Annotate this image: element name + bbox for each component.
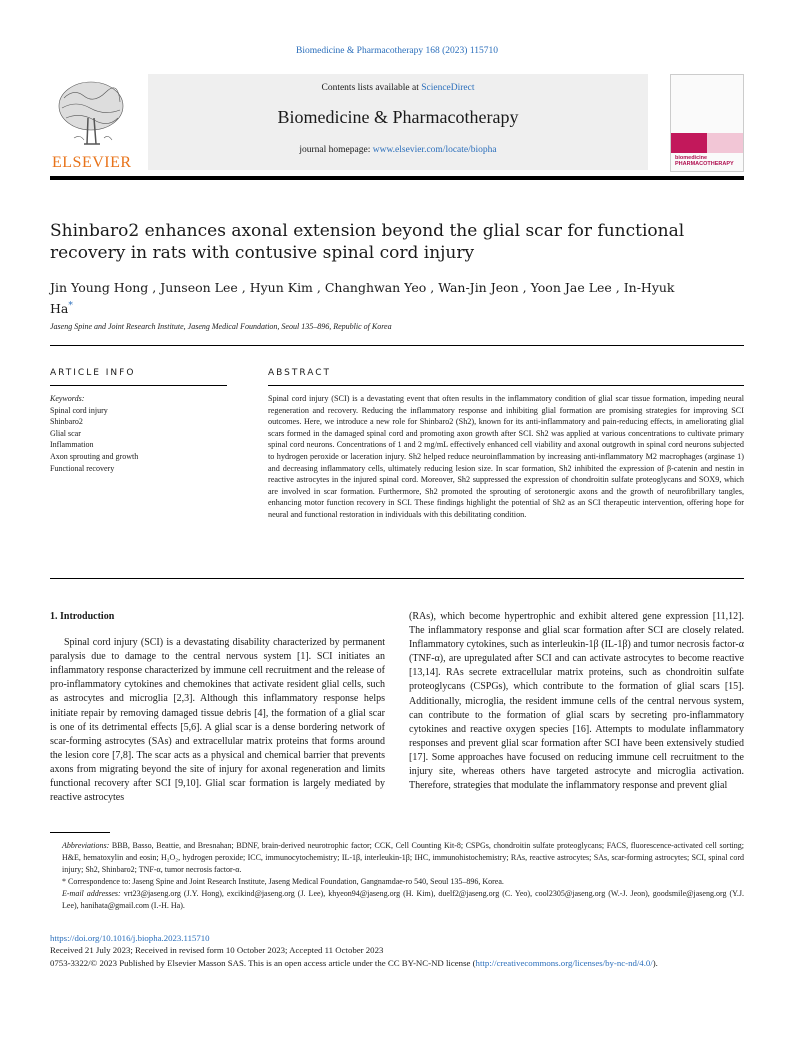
footnote-rule bbox=[50, 832, 110, 833]
article-info-heading: ARTICLE INFO bbox=[50, 368, 136, 378]
divider bbox=[50, 578, 744, 579]
journal-name: Biomedicine & Pharmacotherapy bbox=[277, 107, 519, 127]
masthead-center bbox=[148, 74, 648, 170]
license-link[interactable]: http://creativecommons.org/licenses/by-nc-nd/4.0/ bbox=[475, 957, 653, 968]
affiliation: Jaseng Spine and Joint Research Institute, Jaseng Medical Foundation, Seoul 135–896, Republic of Korea bbox=[50, 322, 392, 331]
keywords-label: Keywords: bbox=[50, 394, 85, 403]
journal-homepage bbox=[148, 145, 648, 155]
cover-text-1: biomedicine bbox=[675, 155, 708, 161]
sciencedirect-link[interactable]: ScienceDirect bbox=[421, 83, 475, 93]
keyword-item: Axon sprouting and growth bbox=[50, 451, 139, 461]
keyword-item: Spinal cord injury bbox=[50, 405, 108, 415]
abbreviations-text: BBB, Basso, Beattie, and Bresnahan; BDNF, brain-derived neurotrophic factor; CCK, Cell Counting Kit-8; CSPGs, chondroitin sulfate proteoglycans; FACS, fluorescence-activated cell sorting; H&E, hematoxylin and eosin; H₂O₂, hydrogen peroxide; ICC, immunocytochemistry; IL-1β, interleukin-1β; IHC, immunohistochemistry; RAs, reactive astrocytes; SAs, scar-forming astrocytes; SCI, spinal cord injury; Sh2, Shinbaro2; TNF-α, tumor necrosis factor-α. bbox=[62, 841, 745, 874]
author-list bbox=[50, 279, 690, 318]
publication-info bbox=[50, 932, 744, 969]
journal-citation[interactable]: Biomedicine & Pharmacotherapy 168 (2023) 115710 bbox=[295, 46, 498, 56]
body-paragraph: (RAs), which become hypertrophic and exhibit altered gene expression [11,12]. The inflammatory response and glial scar formation after SCI are closely related. Inflammatory cytokines, such as interleukin-1β (IL-1β) and tumor necrosis factor-α (TNF-α), are upregulated after SCI and can activate astrocytes to become reactive [13,14]. RAs secrete extracellular matrix proteins, such as chondroitin sulfate proteoglycans (CSPGs), which contribute to the formation of glial scars [15]. Additionally, microglia, the resident immune cells of the central nervous system, can contribute to the formation of glial scars by secreting pro-inflammatory cytokines and reactive oxygen species [16]. Attempts to modulate inflammatory responses and prevent glial scar formation after SCI have been extensively studied [17]. Some approaches have focused on reducing immune cell recruitment to the injury site, whereas others have targeted astrocyte and microglia activation. Therefore, strategies that modulate the inflammatory response and prevent glial bbox=[409, 611, 744, 792]
email-addresses: vrt23@jaseng.org (J.Y. Hong), excikind@jaseng.org (J. Lee), khyeon94@jaseng.org (H. Kim), duelf2@jaseng.org (C. Yeo), cool2305@jaseng.org (W.-J. Jeon), goodsmile@jaseng.org (Y.J. Lee), hanihata@gmail.com (I.-H. Ha). bbox=[62, 889, 744, 910]
keyword-item: Inflammation bbox=[50, 440, 94, 450]
license-suffix: ). bbox=[652, 957, 658, 968]
correspondence-mark[interactable]: * bbox=[68, 301, 73, 311]
masthead-rule bbox=[50, 176, 744, 180]
cover-text-2: PHARMACOTHERAPY bbox=[675, 161, 734, 167]
abbreviations-note bbox=[62, 840, 744, 876]
license-prefix: 0753-3322/© 2023 Published by Elsevier Masson SAS. This is an open access article under the CC BY-NC-ND license ( bbox=[50, 957, 476, 968]
keyword-item: Glial scar bbox=[50, 428, 81, 438]
email-label: E-mail addresses: bbox=[62, 889, 121, 898]
abbreviations-label: Abbreviations: bbox=[62, 841, 110, 850]
body-column-right bbox=[409, 610, 744, 793]
correspondence-note: * Correspondence to: Jaseng Spine and Joint Research Institute, Jaseng Medical Foundation, Gangnamdae-ro 540, Seoul 135–896, Korea. bbox=[62, 877, 504, 886]
email-note bbox=[62, 888, 744, 912]
abstract-heading: ABSTRACT bbox=[268, 368, 332, 378]
body-column-left bbox=[50, 610, 385, 805]
journal-cover-thumbnail[interactable] bbox=[670, 74, 744, 172]
divider bbox=[268, 385, 744, 386]
received-dates: Received 21 July 2023; Received in revised form 10 October 2023; Accepted 11 October 2023 bbox=[50, 945, 384, 956]
authors-text: Jin Young Hong , Junseon Lee , Hyun Kim , Changhwan Yeo , Wan-Jin Jeon , Yoon Jae Lee , In-Hyuk Ha bbox=[50, 280, 675, 317]
footnotes bbox=[50, 840, 744, 912]
journal-masthead bbox=[50, 74, 744, 174]
divider bbox=[50, 345, 744, 346]
tree-icon bbox=[54, 78, 128, 152]
cover-title bbox=[675, 155, 734, 167]
section-heading: 1. Introduction bbox=[50, 611, 115, 622]
homepage-link[interactable]: www.elsevier.com/locate/biopha bbox=[372, 145, 497, 155]
article-title: Shinbaro2 enhances axonal extension beyond the glial scar for functional recovery in rats with contusive spinal cord injury bbox=[50, 221, 685, 263]
license-statement bbox=[50, 957, 744, 969]
contents-line bbox=[148, 83, 648, 93]
doi-link[interactable]: https://doi.org/10.1016/j.biopha.2023.115710 bbox=[50, 933, 210, 943]
homepage-prefix: journal homepage: bbox=[299, 145, 373, 155]
cover-band-icon bbox=[671, 133, 743, 153]
divider bbox=[50, 385, 227, 386]
keyword-item: Functional recovery bbox=[50, 463, 115, 473]
body-paragraph: Spinal cord injury (SCI) is a devastating disability characterized by permanent paralysis due to damage to the central nervous system [1]. SCI initiates an inflammatory response characterized by immune cell recruitment and the release of pro-inflammatory cytokines and chemokines that activate resident glial cells, such as astrocytes and microglia [2,3]. Although this inflammatory response helps initiate repair by removing damaged tissue debris [4], the formation of a glial scar is one of its detrimental effects [5,6]. A glial scar is a dense bordering network of scar-forming astrocytes (SAs) and extracellular matrix proteins that forms around the lesion core [7,8]. The scar acts as a physical and chemical barrier that prevents axons from migrating beyond the site of injury for axonal regeneration and limits functional recovery after SCI [9,10]. Glial scar formation is largely mediated by reactive astrocytes bbox=[50, 637, 385, 804]
elsevier-logo[interactable] bbox=[50, 78, 130, 174]
abstract-text: Spinal cord injury (SCI) is a devastating event that often results in the inflammatory condition of glial scar tissue formation, impeding neural regeneration and recovery. Reducing the inflammatory response and inhibiting glial formation are promising strategies for improving SCI outcomes. Here, we introduce a new role for Shinbaro2 (Sh2), known for its anti-inflammatory and pain-reducing effects, in ameliorating glial scars formed in the damaged spinal cord and promoting axon growth after SCI. Sh2 was applied at various concentrations to cultivate primary spinal cord neurons. Concentrations of 1 and 2 mg/mL effectively enhanced cell viability and axonal outgrowth in spinal cord neurons subjected to hydrogen peroxide or laceration injury. Sh2 helped reduce neuroinflammation by increasing anti-inflammatory M2 macrophages (arginase 1) and decreasing inflammatory cells, ultimately reducing lesion size. In scar formation, Sh2 inhibited the expression of β-catenin and nestin in reactive astrocytes in the injured spinal cord. Moreover, Sh2 suppressed the expression of chondroitin sulfate proteoglycans and SOX9, which are involved in scar formation. Furthermore, Sh2 promoted the sprouting of serotonergic axons and the growth of neurofibrillary tangles, enhancing motor function recovery in SCI. These findings highlight the potential of Sh2 as an SCI therapeutic intervention, offering hope for neural and functional restoration in individuals with this debilitating condition. bbox=[268, 394, 744, 519]
keywords-block bbox=[50, 393, 138, 474]
contents-prefix: Contents lists available at bbox=[321, 83, 422, 93]
elsevier-wordmark: ELSEVIER bbox=[52, 154, 132, 171]
keyword-item: Shinbaro2 bbox=[50, 417, 83, 427]
